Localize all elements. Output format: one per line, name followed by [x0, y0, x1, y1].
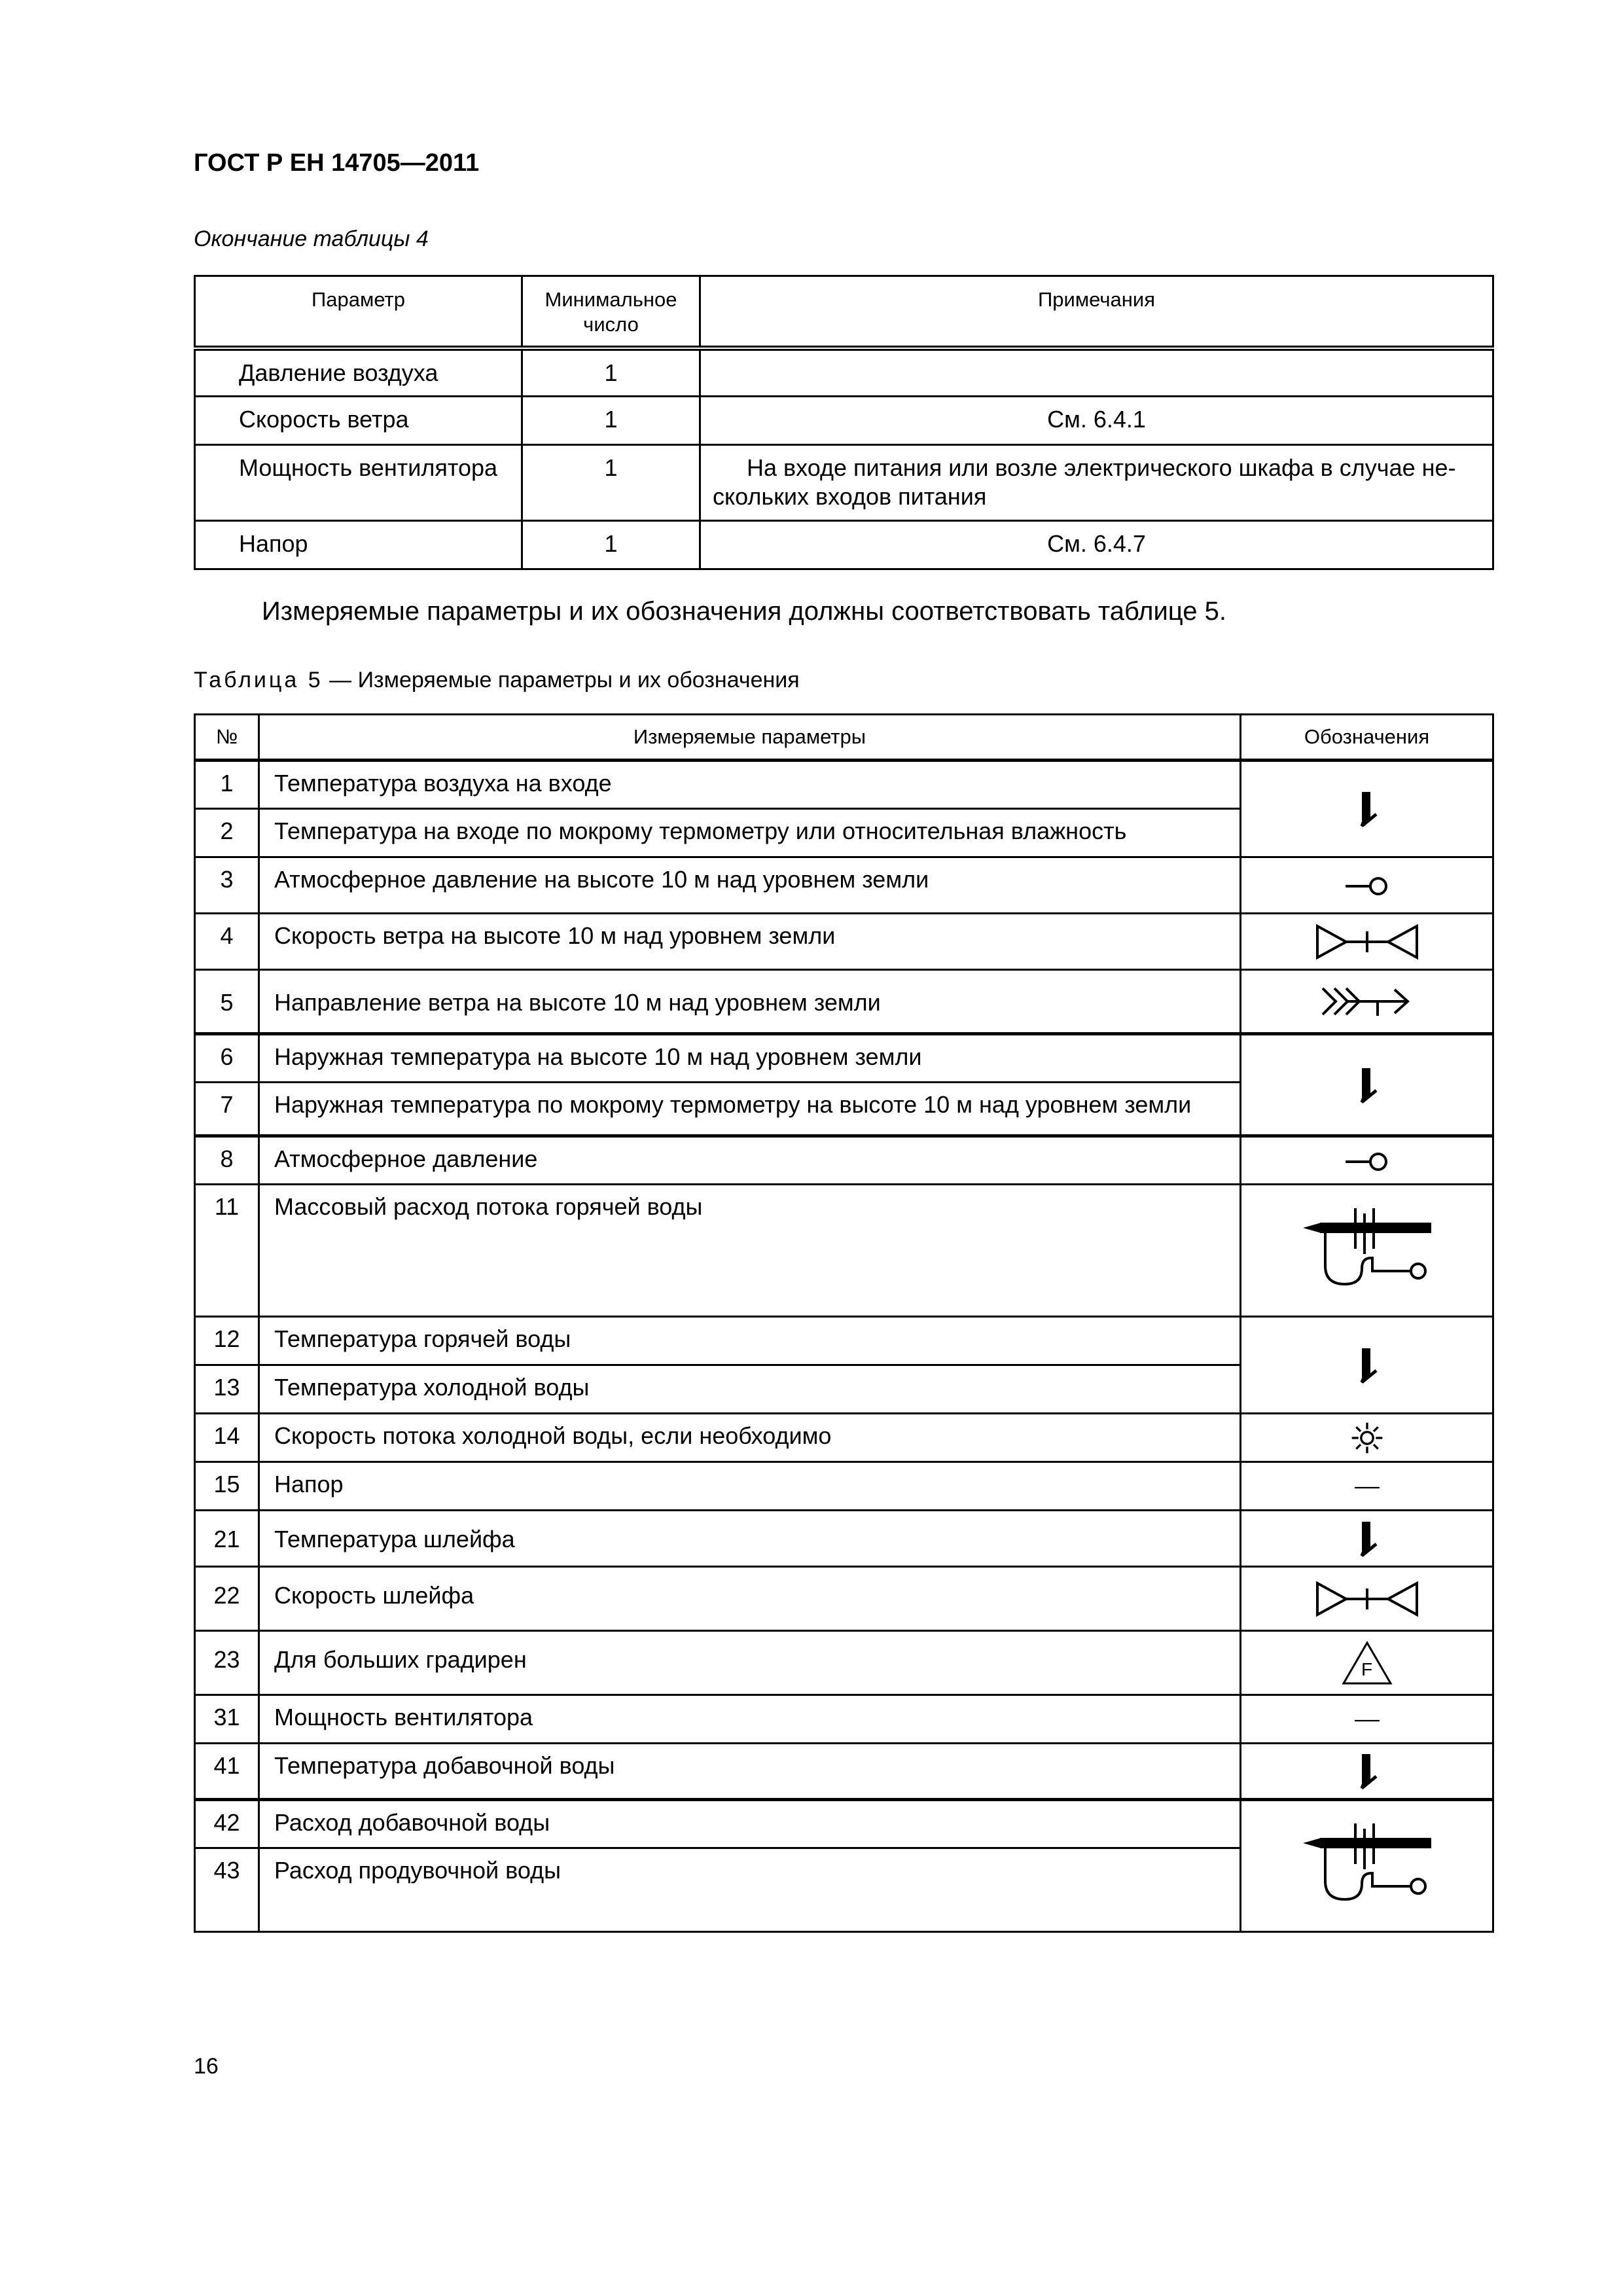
velocity-symbol-icon: [1315, 1579, 1419, 1619]
row-parameter: Температура холодной воды: [259, 1365, 1241, 1414]
row-symbol: [1241, 1185, 1493, 1317]
table-continuation-label: Окончание таблицы 4: [194, 226, 429, 251]
sun-symbol-icon: [1351, 1422, 1383, 1454]
row-number: 31: [195, 1695, 259, 1744]
table-row: [195, 1695, 1493, 1744]
row-parameter: Температура добавочной воды: [259, 1744, 1241, 1800]
row-number: 22: [195, 1567, 259, 1631]
row-number: 41: [195, 1744, 259, 1800]
row-number: 1: [195, 761, 259, 809]
row-number: 4: [195, 914, 259, 970]
wind-direction-symbol-icon: [1321, 982, 1413, 1021]
row-symbol: [1241, 914, 1493, 970]
caption-text: — Измеряемые параметры и их обозначения: [323, 668, 800, 692]
table4-cell-note: См. 6.4.1: [700, 397, 1493, 445]
row-symbol: [1241, 1414, 1493, 1462]
table-row: [195, 914, 1493, 970]
table-row: [195, 348, 1493, 397]
row-parameter: Температура шлейфа: [259, 1511, 1241, 1567]
table4-header-param: Параметр: [195, 276, 522, 348]
flow-meter-symbol-icon: [1302, 1823, 1433, 1909]
table-row: [195, 857, 1493, 914]
row-symbol: [1241, 1034, 1493, 1136]
table4-cell-min: 1: [522, 445, 700, 521]
page-number: 16: [194, 2054, 219, 2079]
velocity-symbol-icon: [1315, 922, 1419, 961]
table4-cell-note: См. 6.4.7: [700, 521, 1493, 569]
row-parameter: Температура на входе по мокрому термометру или относительная влажность: [259, 809, 1241, 857]
row-number: 5: [195, 970, 259, 1034]
row-number: 11: [195, 1185, 259, 1317]
table-row: [195, 521, 1493, 569]
row-symbol: [1241, 1567, 1493, 1631]
table-4: [194, 275, 1494, 570]
row-number: 13: [195, 1365, 259, 1414]
table-row: [195, 1567, 1493, 1631]
flow-meter-symbol-icon: [1302, 1208, 1433, 1293]
row-number: 6: [195, 1034, 259, 1083]
row-symbol: [1241, 857, 1493, 914]
row-number: 23: [195, 1631, 259, 1695]
table4-header-notes: Примечания: [700, 276, 1493, 348]
row-parameter: Скорость ветра на высоте 10 м над уровнем земли: [259, 914, 1241, 970]
table-row: [195, 1034, 1493, 1083]
row-symbol: [1241, 1511, 1493, 1567]
table4-cell-note: [700, 348, 1493, 397]
row-symbol: [1241, 1695, 1493, 1744]
row-symbol: [1241, 1631, 1493, 1695]
thermometer-symbol-icon: [1354, 1751, 1380, 1791]
row-number: 12: [195, 1317, 259, 1365]
table-row: [195, 970, 1493, 1034]
row-symbol: [1241, 1744, 1493, 1800]
table4-cell-param: Мощность вентилятора: [195, 445, 522, 521]
row-symbol: [1241, 1136, 1493, 1185]
caption-label: Таблица 5: [194, 668, 323, 692]
pressure-symbol-icon: [1344, 1149, 1390, 1175]
row-number: 15: [195, 1462, 259, 1511]
dash-symbol-icon: [1353, 1715, 1382, 1726]
row-parameter: Расход добавочной воды: [259, 1800, 1241, 1848]
table-row: [195, 1631, 1493, 1695]
row-number: 8: [195, 1136, 259, 1185]
thermometer-symbol-icon: [1354, 789, 1380, 829]
row-parameter: Наружная температура на высоте 10 м над уровнем земли: [259, 1034, 1241, 1083]
table-row: [195, 445, 1493, 521]
table-row: [195, 397, 1493, 445]
table4-cell-min: 1: [522, 348, 700, 397]
row-parameter: Мощность вентилятора: [259, 1695, 1241, 1744]
row-parameter: Для больших градирен: [259, 1631, 1241, 1695]
row-parameter: Наружная температура по мокрому термометру на высоте 10 м над уровнем земли: [259, 1083, 1241, 1136]
table4-cell-param: Давление воздуха: [195, 348, 522, 397]
table-row: [195, 1185, 1493, 1317]
table5-header-num: №: [195, 715, 259, 761]
thermometer-symbol-icon: [1354, 1066, 1380, 1105]
dash-symbol-icon: [1353, 1482, 1382, 1493]
row-number: 14: [195, 1414, 259, 1462]
table4-cell-min: 1: [522, 397, 700, 445]
row-parameter: Температура горячей воды: [259, 1317, 1241, 1365]
table4-cell-param: Напор: [195, 521, 522, 569]
row-parameter: Направление ветра на высоте 10 м над уровнем земли: [259, 970, 1241, 1034]
table-row: [195, 1511, 1493, 1567]
table-row: [195, 1462, 1493, 1511]
row-parameter: Массовый расход потока горячей воды: [259, 1185, 1241, 1317]
row-symbol: [1241, 970, 1493, 1034]
row-parameter: Атмосферное давление: [259, 1136, 1241, 1185]
row-symbol: [1241, 761, 1493, 857]
note-line-1: На входе питания или возле электрического шкафа в случае не-: [747, 454, 1456, 481]
row-number: 3: [195, 857, 259, 914]
row-symbol: [1241, 1317, 1493, 1414]
document-header: ГОСТ Р ЕН 14705—2011: [194, 149, 480, 177]
table-row: [195, 1136, 1493, 1185]
row-parameter: Скорость потока холодной воды, если необходимо: [259, 1414, 1241, 1462]
table4-cell-note: [700, 445, 1493, 521]
row-number: 21: [195, 1511, 259, 1567]
table-5: [194, 713, 1494, 1933]
table-row: [195, 1800, 1493, 1848]
table-row: [195, 761, 1493, 809]
row-parameter: Напор: [259, 1462, 1241, 1511]
triangle-letter: F: [1361, 1659, 1373, 1679]
row-number: 7: [195, 1083, 259, 1136]
table5-header-param: Измеряемые параметры: [259, 715, 1241, 761]
thermometer-symbol-icon: [1354, 1346, 1380, 1385]
table-row: [195, 1414, 1493, 1462]
row-parameter: Атмосферное давление на высоте 10 м над уровнем земли: [259, 857, 1241, 914]
table4-cell-param: Скорость ветра: [195, 397, 522, 445]
note-line-2: скольких входов питания: [713, 483, 987, 510]
thermometer-symbol-icon: [1354, 1519, 1380, 1558]
table-5-caption: [194, 668, 800, 693]
row-number: 42: [195, 1800, 259, 1848]
table4-cell-min: 1: [522, 521, 700, 569]
row-number: 43: [195, 1848, 259, 1932]
pressure-symbol-icon: [1344, 873, 1390, 899]
table4-header-min: Минимальное число: [522, 276, 700, 348]
row-parameter: Температура воздуха на входе: [259, 761, 1241, 809]
table-row: [195, 1744, 1493, 1800]
row-number: 2: [195, 809, 259, 857]
table5-header-symbol: Обозначения: [1241, 715, 1493, 761]
row-parameter: Расход продувочной воды: [259, 1848, 1241, 1932]
table-row: [195, 1317, 1493, 1365]
triangle-f-symbol: [1341, 1640, 1393, 1686]
row-symbol: [1241, 1800, 1493, 1932]
row-symbol: [1241, 1462, 1493, 1511]
intro-paragraph: Измеряемые параметры и их обозначения должны соответствовать таблице 5.: [262, 597, 1226, 626]
row-parameter: Скорость шлейфа: [259, 1567, 1241, 1631]
